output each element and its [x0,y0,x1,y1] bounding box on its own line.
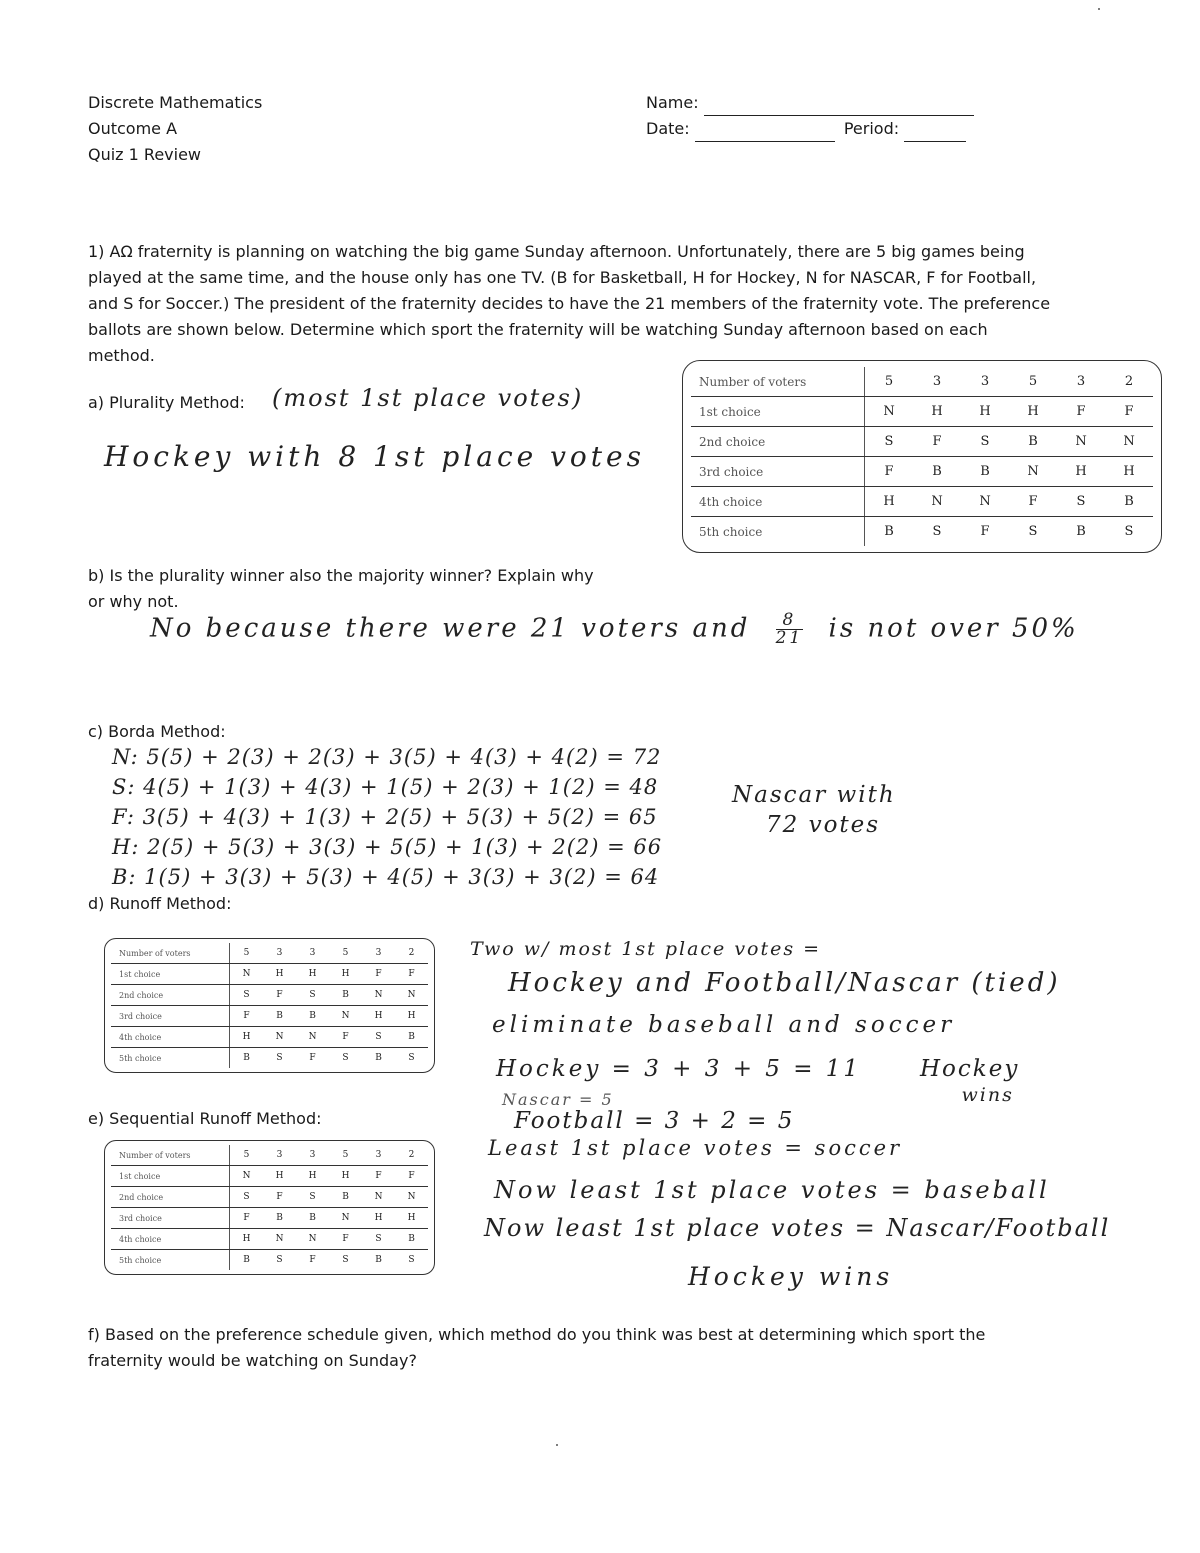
part-b-answer-post: is not over 50% [828,613,1079,644]
ballot-header-row [691,367,1153,397]
ballot-cell: N [362,985,395,1006]
ballot-cell: F [263,1187,296,1208]
period-label: Period: [843,119,900,138]
ballot-row [111,1166,428,1187]
ballot-cell: B [395,1027,428,1048]
date-period-line [646,116,986,142]
ballot-cell: F [329,1027,362,1048]
ballot-cell: F [230,1208,264,1229]
ballot-row [111,1048,428,1069]
ballot-row [111,985,428,1006]
name-line [646,90,986,116]
runoff-work-line: Two w/ most 1st place votes = [470,938,822,960]
ballot-cell: S [1057,487,1105,517]
part-b-line: b) Is the plurality winner also the majority winner? Explain why [88,566,594,585]
ballot-cell: B [1105,487,1153,517]
borda-line: N: 5(5) + 2(3) + 2(3) + 3(5) + 4(3) + 4(2) = 72 [112,745,662,769]
sequential-work-line: Now least 1st place votes = baseball [494,1176,1050,1204]
ballot-row [691,397,1153,427]
prompt-line: method. [88,346,155,365]
ballot-cell: H [362,1006,395,1027]
ballot-cell: N [263,1229,296,1250]
ballot-cell: H [865,487,914,517]
ballot-cell: S [276,1053,283,1063]
row-label: 1st choice [691,397,865,427]
ballot-cell: F [395,964,428,985]
ballot-cell: F [362,964,395,985]
ballot-cell: B [884,524,894,539]
ballot-cell: S [408,1255,415,1265]
ballot-cell: F [395,1166,428,1187]
ballot-cell: H [296,964,329,985]
ballot-cell: N [865,397,914,427]
part-d-label: d) Runoff Method: [88,894,232,913]
ballot-cell: B [395,1229,428,1250]
ballot-cell: H [395,1006,428,1027]
prompt-line: played at the same time, and the house only has one TV. (B for Basketball, H for Hockey, N for NASCAR, F for Football, [88,268,1037,287]
ballot-table-sequential [104,1140,435,1275]
part-a-text: a) Plurality Method: [88,393,245,412]
row-label: 5th choice [111,1250,230,1271]
ballot-cell: N [395,1187,428,1208]
sequential-work-line: Now least 1st place votes = Nascar/Football [484,1214,1111,1242]
ballot-cell: N [329,1208,362,1229]
borda-result [732,780,896,840]
ballot-cell: H [1105,457,1153,487]
row-label: 4th choice [111,1229,230,1250]
ballot-cell: H [329,964,362,985]
ballot-cell: N [395,985,428,1006]
runoff-work-line: Nascar = 5 [502,1090,614,1109]
prompt-line: and S for Soccer.) The president of the fraternity decides to have the 21 members of the fraternity vote. The preference [88,294,1051,313]
ballot-cell: S [961,427,1009,457]
ballot-cell: F [1009,487,1057,517]
ballot-cell: H [395,1208,428,1229]
ballot-cell: S [342,1053,349,1063]
row-label: 2nd choice [111,1187,230,1208]
ballot-cell: F [362,1166,395,1187]
ballot-cell: N [230,1166,264,1187]
header-left [88,90,262,168]
ballot-row [111,1027,428,1048]
date-field[interactable] [695,141,835,142]
ballot-cell: B [375,1053,382,1063]
ballot-row [691,517,1153,547]
ballot-row [111,1250,428,1271]
borda-line: F: 3(5) + 4(3) + 1(3) + 2(5) + 5(3) + 5(2) = 65 [112,805,658,829]
scan-speck [1098,8,1100,10]
ballot-cell: N [1057,427,1105,457]
ballot-cell: S [296,985,329,1006]
ballot-cell: S [362,1229,395,1250]
part-f-line: f) Based on the preference schedule given, which method do you think was best at determining which sport the [88,1325,986,1344]
ballot-cell: F [913,427,961,457]
voters-header: Number of voters [111,943,230,964]
voter-count: 3 [362,943,395,964]
voter-count: 5 [1009,367,1057,397]
date-label: Date: [646,119,690,138]
ballot-header-row [111,1145,428,1166]
ballot-cell: B [961,457,1009,487]
ballot-cell: H [263,964,296,985]
scan-speck [556,1444,558,1446]
voter-count: 3 [913,367,961,397]
runoff-work-line: Hockey and Football/Nascar (tied) [508,968,1061,998]
part-a-answer: Hockey with 8 1st place votes [104,440,645,473]
sequential-work-line: Hockey wins [688,1262,894,1291]
fraction-denominator: 21 [775,628,804,648]
ballot-cell: S [342,1255,349,1265]
ballot-cell: S [1124,524,1134,539]
part-f-prompt [88,1322,1138,1374]
ballot-row [111,1208,428,1229]
quiz-title: Quiz 1 Review [88,145,202,164]
row-label: 4th choice [691,487,865,517]
voter-count: 2 [395,1145,428,1166]
ballot-cell: N [961,487,1009,517]
voter-count: 5 [329,943,362,964]
ballot-cell: H [1009,397,1057,427]
part-b-answer [150,612,1079,647]
voter-count: 3 [263,943,296,964]
ballot-cell: H [961,397,1009,427]
row-label: 3rd choice [111,1208,230,1229]
voter-count: 5 [329,1145,362,1166]
borda-result-line: Nascar with [732,782,896,808]
part-a-note: (most 1st place votes) [272,384,584,412]
ballot-table-main [682,360,1162,553]
row-label: 1st choice [111,964,230,985]
ballot-cell: H [329,1166,362,1187]
sequential-work-line: Least 1st place votes = soccer [488,1136,903,1160]
ballot-cell: B [329,985,362,1006]
period-field[interactable] [904,141,966,142]
ballot-row [691,457,1153,487]
runoff-work-line: Hockey = 3 + 3 + 5 = 11 [496,1056,862,1082]
borda-work [112,742,662,892]
voter-count: 5 [230,943,264,964]
borda-result-line: 72 votes [766,812,881,838]
row-label: 5th choice [111,1048,230,1069]
voters-header: Number of voters [111,1145,230,1166]
ballot-cell: F [263,985,296,1006]
voter-count: 2 [395,943,428,964]
ballot-cell: H [230,1027,264,1048]
ballot-row [111,964,428,985]
fraction [776,612,804,647]
prompt-line: 1) AΩ fraternity is planning on watching the big game Sunday afternoon. Unfortunately, there are 5 big games being [88,242,1025,261]
borda-line: H: 2(5) + 5(3) + 3(3) + 5(5) + 1(3) + 2(2) = 66 [112,835,663,859]
ballot-cell: B [296,1006,329,1027]
ballot-cell: B [913,457,961,487]
voter-count: 5 [865,367,914,397]
ballot-cell: H [913,397,961,427]
prompt-line: ballots are shown below. Determine which sport the fraternity will be watching Sunday afternoon based on each [88,320,988,339]
ballot-cell: B [1009,427,1057,457]
ballot-cell: H [1057,457,1105,487]
ballot-cell: S [408,1053,415,1063]
ballot-row [111,1229,428,1250]
ballot-cell: S [230,985,264,1006]
ballot-cell: F [980,524,990,539]
part-a-label [88,390,245,416]
ballot-cell: S [932,524,942,539]
ballot-cell: S [362,1027,395,1048]
ballot-cell: F [309,1255,316,1265]
ballot-cell: S [1028,524,1038,539]
ballot-cell: N [296,1229,329,1250]
part-b-label [88,563,594,615]
ballot-row [111,1006,428,1027]
borda-line: S: 4(5) + 1(3) + 4(3) + 1(5) + 2(3) + 1(2) = 48 [112,775,659,799]
voter-count: 3 [362,1145,395,1166]
ballot-cell: F [329,1229,362,1250]
ballot-cell: F [230,1006,264,1027]
row-label: 1st choice [111,1166,230,1187]
voter-count: 2 [1105,367,1153,397]
row-label: 5th choice [691,517,865,547]
row-label: 3rd choice [691,457,865,487]
ballot-cell: N [296,1027,329,1048]
row-label: 2nd choice [691,427,865,457]
ballot-cell: S [296,1187,329,1208]
ballot-cell: N [362,1187,395,1208]
ballot-row [111,1187,428,1208]
ballot-cell: F [1105,397,1153,427]
voters-header: Number of voters [691,367,865,397]
borda-line: B: 1(5) + 3(3) + 5(3) + 4(5) + 3(3) + 3(2) = 64 [112,865,660,889]
ballot-cell: B [243,1053,250,1063]
name-label: Name: [646,93,699,112]
ballot-header-row [111,943,428,964]
ballot-cell: S [276,1255,283,1265]
ballot-cell: F [1057,397,1105,427]
runoff-work-line: Football = 3 + 2 = 5 [514,1108,795,1134]
header-right [646,90,986,142]
course-name: Discrete Mathematics [88,93,263,112]
ballot-cell: B [329,1187,362,1208]
ballot-cell: S [865,427,914,457]
ballot-cell: B [263,1006,296,1027]
voter-count: 3 [961,367,1009,397]
voter-count: 3 [296,1145,329,1166]
part-e-label: e) Sequential Runoff Method: [88,1109,322,1128]
voter-count: 3 [1057,367,1105,397]
ballot-cell: B [263,1208,296,1229]
row-label: 2nd choice [111,985,230,1006]
fraction-numerator: 8 [776,612,804,630]
ballot-cell: B [243,1255,250,1265]
ballot-table-runoff [104,938,435,1073]
ballot-cell: F [309,1053,316,1063]
ballot-cell: H [230,1229,264,1250]
voter-count: 5 [230,1145,264,1166]
runoff-result-line: wins [961,1084,1014,1106]
ballot-cell: F [865,457,914,487]
part-f-line: fraternity would be watching on Sunday? [88,1351,417,1370]
ballot-cell: H [362,1208,395,1229]
outcome-label: Outcome A [88,119,178,138]
ballot-cell: B [375,1255,382,1265]
ballot-row [691,427,1153,457]
ballot-cell: B [296,1208,329,1229]
ballot-cell: N [230,964,264,985]
ballot-cell: N [263,1027,296,1048]
ballot-cell: N [1105,427,1153,457]
row-label: 3rd choice [111,1006,230,1027]
ballot-cell: B [1076,524,1086,539]
ballot-cell: H [296,1166,329,1187]
voter-count: 3 [296,943,329,964]
ballot-cell: N [913,487,961,517]
part-b-line: or why not. [88,592,179,611]
ballot-cell: S [230,1187,264,1208]
ballot-cell: N [329,1006,362,1027]
question-1-prompt [88,239,1138,369]
runoff-result [920,1056,1019,1108]
row-label: 4th choice [111,1027,230,1048]
ballot-cell: H [263,1166,296,1187]
ballot-row [691,487,1153,517]
runoff-result-line: Hockey [920,1056,1020,1082]
ballot-cell: N [1009,457,1057,487]
runoff-work-line: eliminate baseball and soccer [492,1012,956,1038]
part-c-label: c) Borda Method: [88,722,226,741]
part-b-answer-pre: No because there were 21 voters and [150,613,751,644]
voter-count: 3 [263,1145,296,1166]
